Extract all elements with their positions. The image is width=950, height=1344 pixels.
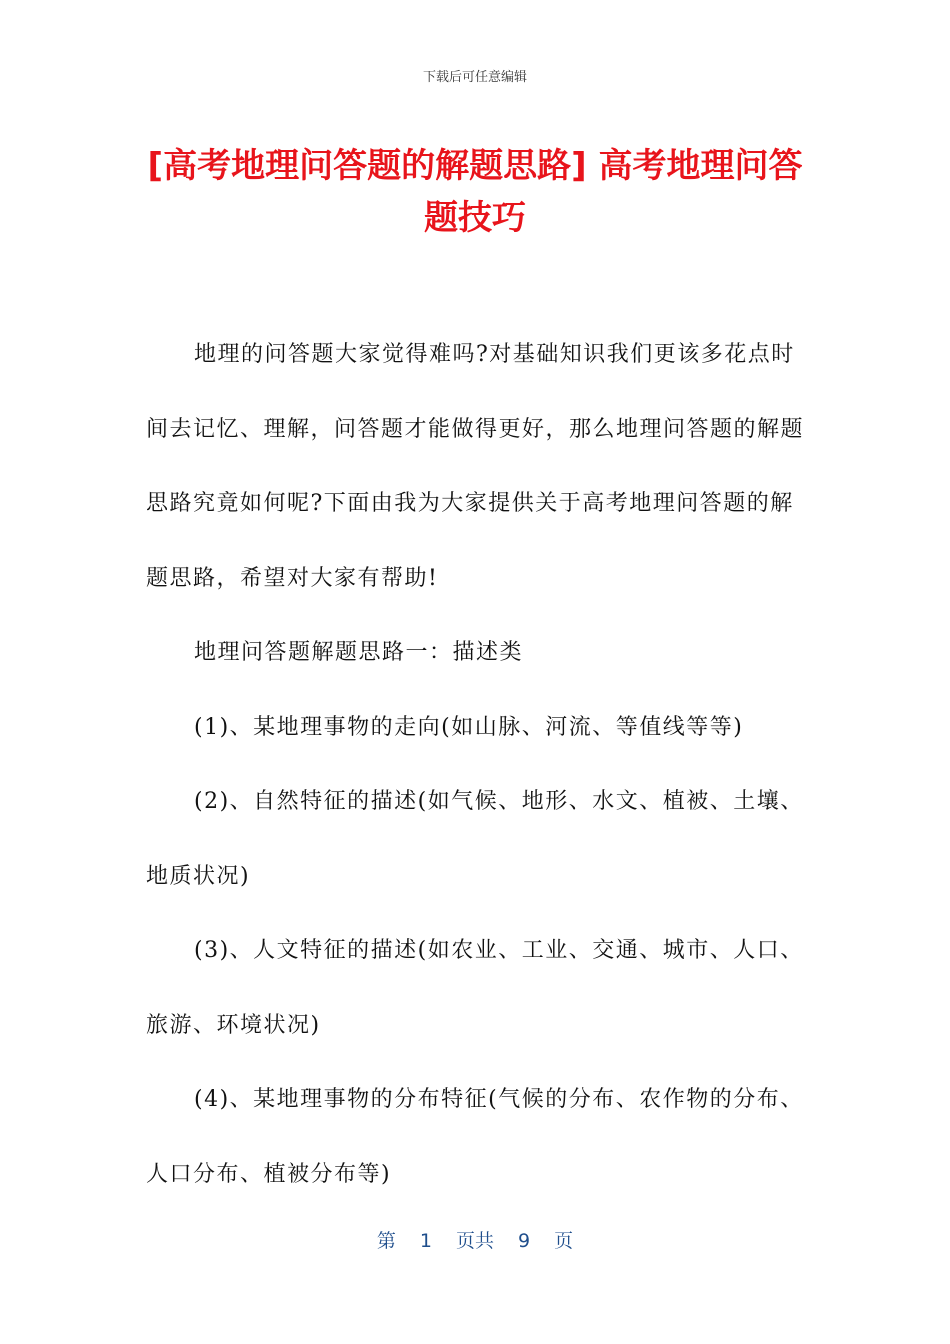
footer-total-pages: 9 [518,1230,531,1252]
paragraph-intro: 地理的问答题大家觉得难吗?对基础知识我们更该多花点时间去记忆、理解，问答题才能做得更好，那么地理问答题的解题思路究竟如何呢?下面由我为大家提供关于高考地理问答题的解题思路，希望对大家有帮助! [146,342,805,591]
document-body [146,318,806,1212]
footer-total-label: 页共 [455,1230,494,1252]
paragraph-item-2: (2)、自然特征的描述(如气候、地形、水文、植被、土壤、地质状况) [146,789,804,889]
paragraph-item-3: (3)、人文特征的描述(如农业、工业、交通、城市、人口、旅游、环境状况) [146,938,804,1038]
paragraph-item-4: (4)、某地理事物的分布特征(气候的分布、农作物的分布、人口分布、植被分布等) [146,1087,804,1187]
paragraph-item-1: (1)、某地理事物的走向(如山脉、河流、等值线等等) [194,714,744,740]
footer-page-label: 第 [376,1230,396,1252]
document-title: [高考地理问答题的解题思路] 高考地理问答题技巧 [147,146,803,238]
header-note: 下载后可任意编辑 [422,70,527,85]
page-footer [0,1226,950,1253]
footer-page-suffix: 页 [554,1230,574,1252]
paragraph-section-heading: 地理问答题解题思路一：描述类 [194,640,524,665]
footer-page-number: 1 [419,1230,432,1252]
